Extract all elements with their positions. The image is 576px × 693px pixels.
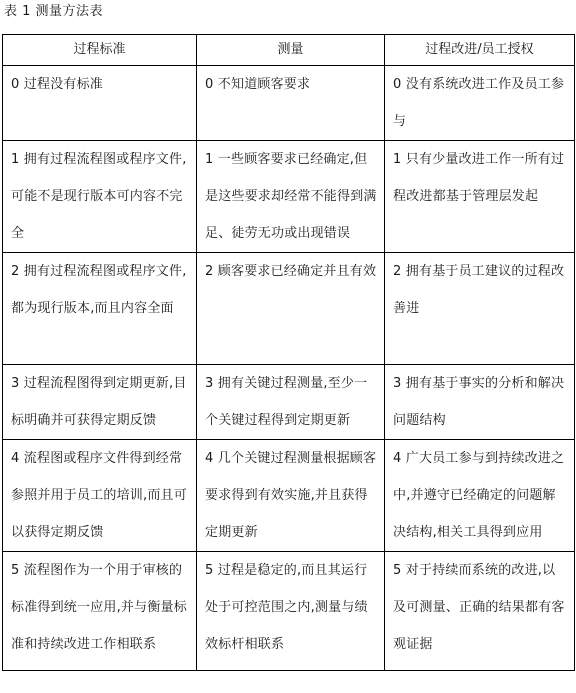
table-cell: 1 一些顾客要求已经确定,但是这些要求却经常不能得到满足、徒劳无功或出现错误	[197, 141, 385, 253]
table-cell: 2 顾客要求已经确定并且有效	[197, 253, 385, 365]
table-header-row	[3, 35, 575, 66]
table-cell: 2 拥有过程流程图或程序文件,都为现行版本,而且内容全面	[3, 253, 197, 365]
measurement-method-table	[2, 34, 575, 671]
table-caption: 表 1 测量方法表	[4, 4, 104, 19]
table-cell: 3 过程流程图得到定期更新,目标明确并可获得定期反馈	[3, 365, 197, 440]
header-measurement: 测量	[197, 35, 385, 66]
table-cell: 5 过程是稳定的,而且其运行处于可控范围之内,测量与绩效标杆相联系	[197, 552, 385, 671]
table-row	[3, 440, 575, 552]
table-row	[3, 253, 575, 365]
table-cell: 5 对于持续而系统的改进,以及可测量、正确的结果都有客观证据	[385, 552, 575, 671]
header-process-standard: 过程标准	[3, 35, 197, 66]
table-cell: 5 流程图作为一个用于审核的标准得到统一应用,并与衡量标准和持续改进工作相联系	[3, 552, 197, 671]
table-cell: 4 几个关键过程测量根据顾客要求得到有效实施,并且获得定期更新	[197, 440, 385, 552]
header-process-improvement: 过程改进/员工授权	[385, 35, 575, 66]
table-cell: 4 流程图或程序文件得到经常参照并用于员工的培训,而且可以获得定期反馈	[3, 440, 197, 552]
table-cell: 1 只有少量改进工作一所有过程改进都基于管理层发起	[385, 141, 575, 253]
table-cell: 1 拥有过程流程图或程序文件,可能不是现行版本可内容不完全	[3, 141, 197, 253]
table-row	[3, 552, 575, 671]
table-cell: 0 不知道顾客要求	[197, 66, 385, 141]
table-cell: 0 没有系统改进工作及员工参与	[385, 66, 575, 141]
table-row	[3, 141, 575, 253]
table-cell: 3 拥有基于事实的分析和解决问题结构	[385, 365, 575, 440]
table-cell: 3 拥有关键过程测量,至少一个关键过程得到定期更新	[197, 365, 385, 440]
table-cell: 0 过程没有标准	[3, 66, 197, 141]
table-cell: 2 拥有基于员工建议的过程改善进	[385, 253, 575, 365]
table-cell: 4 广大员工参与到持续改进之中,并遵守已经确定的问题解决结构,相关工具得到应用	[385, 440, 575, 552]
table-row	[3, 66, 575, 141]
table-row	[3, 365, 575, 440]
